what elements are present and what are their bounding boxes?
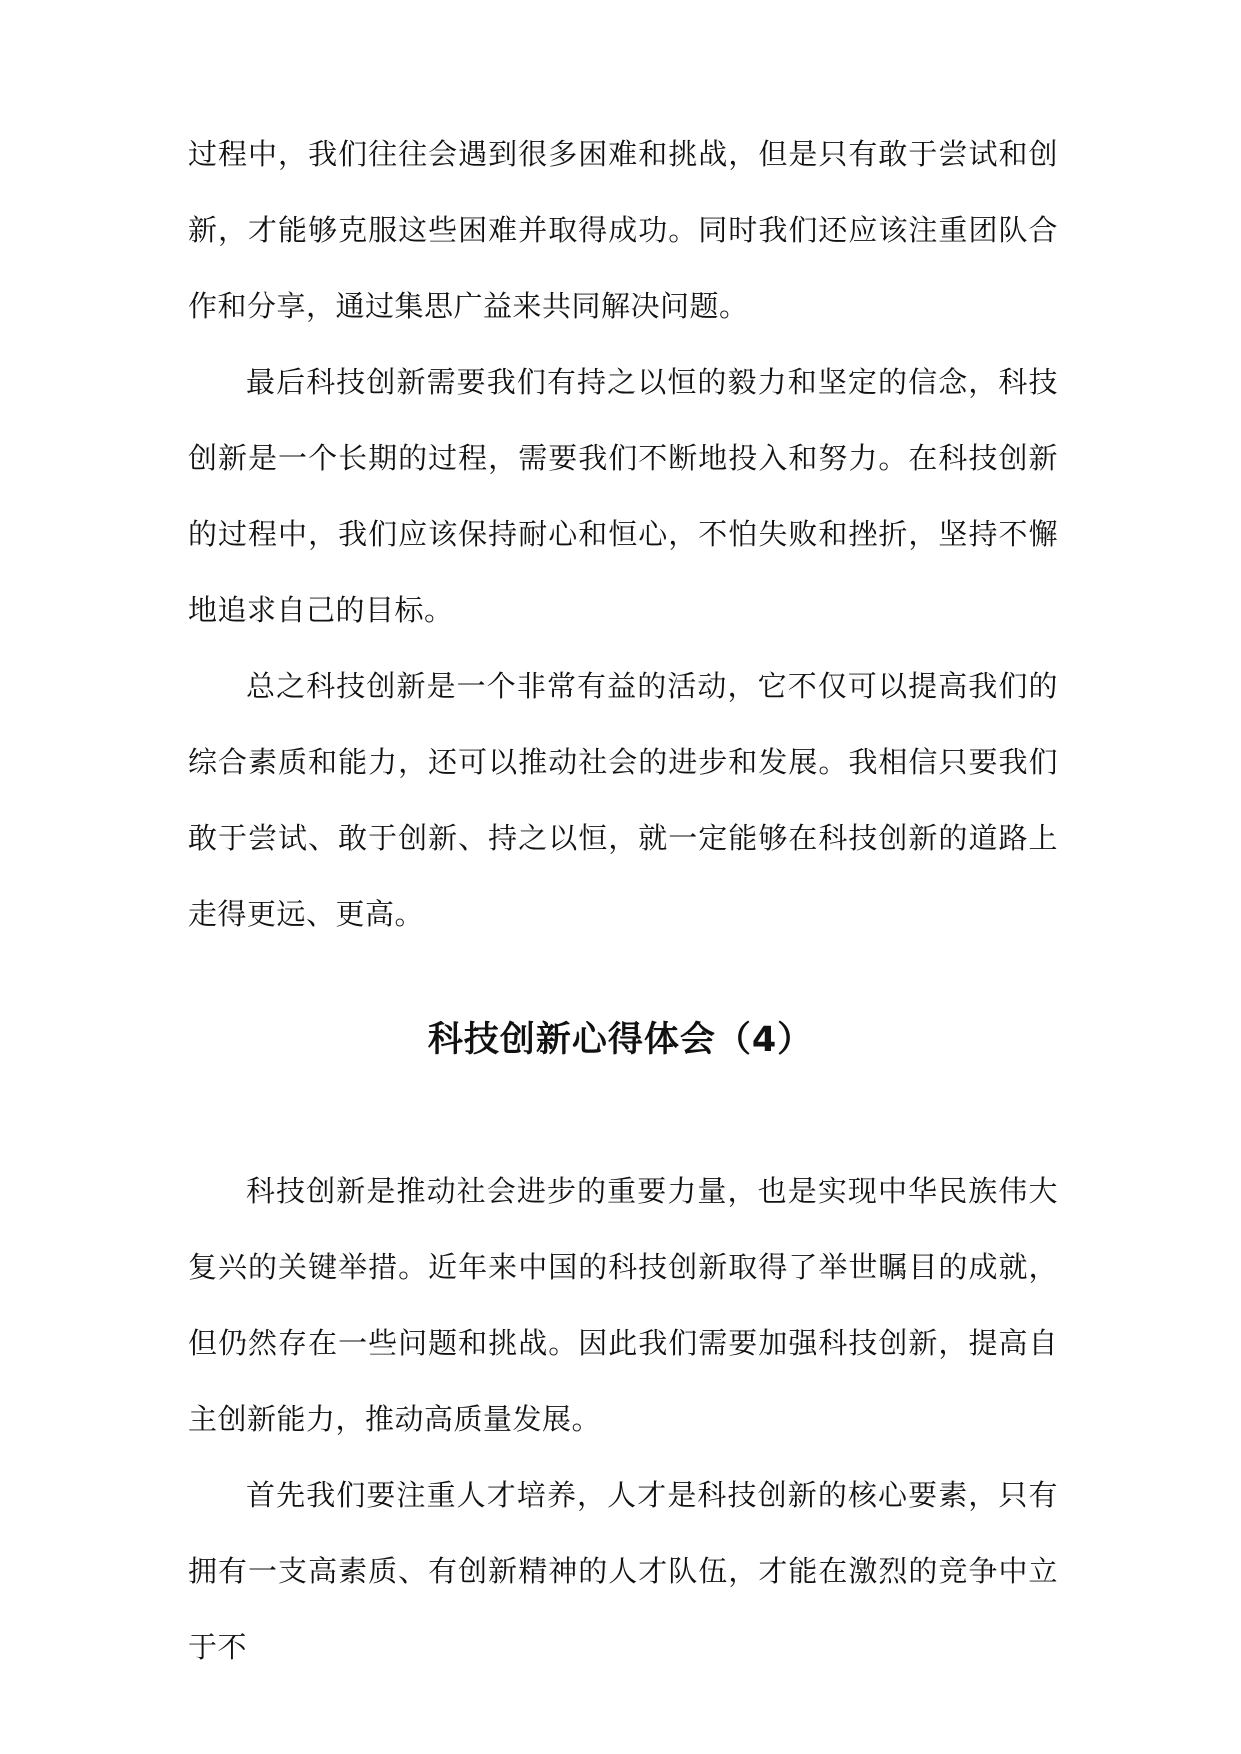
paragraph-conclusion: 总之科技创新是一个非常有益的活动，它不仅可以提高我们的综合素质和能力，还可以推动社会的进步和发展。我相信只要我们敢于尝试、敢于创新、持之以恒，就一定能够在科技创新的道路上走得更远、更高。 xyxy=(188,669,1058,931)
section-title: 科技创新心得体会（4） xyxy=(427,1020,814,1060)
paragraph-finally: 最后科技创新需要我们有持之以恒的毅力和坚定的信念，科技创新是一个长期的过程，需要我们不断地投入和努力。在科技创新的过程中，我们应该保持耐心和恒心，不怕失败和挫折，坚持不懈地追求自己的目标。 xyxy=(188,365,1058,627)
paragraph-continuation: 过程中，我们往往会遇到很多困难和挑战，但是只有敢于尝试和创新，才能够克服这些困难并取得成功。同时我们还应该注重团队合作和分享，通过集思广益来共同解决问题。 xyxy=(188,137,1058,323)
paragraph-first-point: 首先我们要注重人才培养，人才是科技创新的核心要素，只有拥有一支高素质、有创新精神的人才队伍，才能在激烈的竞争中立于不 xyxy=(188,1478,1058,1664)
paragraph-intro: 科技创新是推动社会进步的重要力量，也是实现中华民族伟大复兴的关键举措。近年来中国的科技创新取得了举世瞩目的成就，但仍然存在一些问题和挑战。因此我们需要加强科技创新，提高自主创新能力，推动高质量发展。 xyxy=(188,1174,1058,1436)
